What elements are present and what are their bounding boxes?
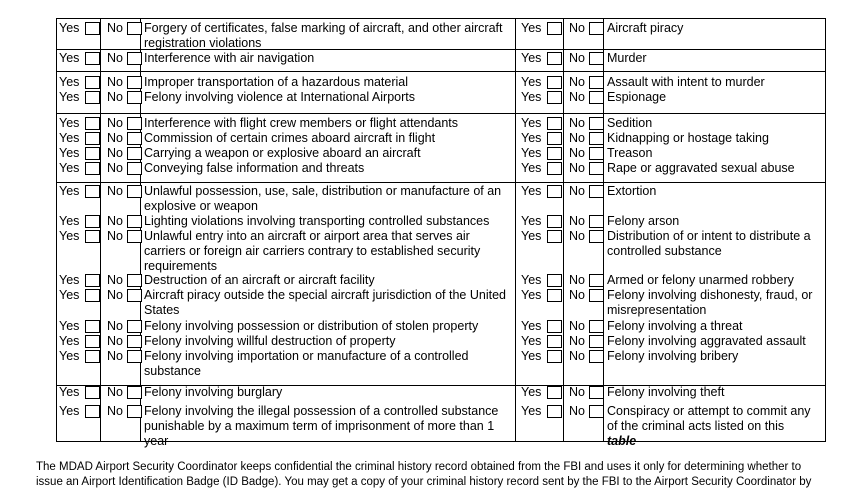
right-no-checkbox-17[interactable]: [589, 405, 604, 418]
left-no-label: No: [107, 404, 123, 418]
right-yes-checkbox-3[interactable]: [547, 91, 562, 104]
left-no-checkbox-0[interactable]: [127, 22, 142, 35]
left-no-checkbox-6[interactable]: [127, 147, 142, 160]
right-no-label: No: [569, 214, 585, 228]
left-yes-checkbox-12[interactable]: [85, 289, 100, 302]
left-offense-text: Improper transportation of a hazardous material: [144, 75, 409, 89]
right-yes-label: Yes: [521, 273, 542, 287]
left-yes-label: Yes: [59, 90, 80, 104]
right-yes-checkbox-15[interactable]: [547, 350, 562, 363]
right-no-label: No: [569, 385, 585, 399]
right-yes-checkbox-17[interactable]: [547, 405, 562, 418]
right-yes-checkbox-8[interactable]: [547, 185, 562, 198]
right-no-checkbox-12[interactable]: [589, 289, 604, 302]
left-offense-text: Interference with air navigation: [144, 51, 315, 65]
left-offense-text: Felony involving the illegal possession of a controlled substance punishable by a maximum term of imprisonment of more than 1 year: [144, 404, 499, 448]
right-offense-text: Extortion: [607, 184, 657, 198]
left-no-label: No: [107, 349, 123, 363]
left-offense-text: Destruction of an aircraft or aircraft facility: [144, 273, 375, 287]
right-no-label: No: [569, 75, 585, 89]
left-no-checkbox-12[interactable]: [127, 289, 142, 302]
left-no-checkbox-17[interactable]: [127, 405, 142, 418]
right-yes-label: Yes: [521, 116, 542, 130]
right-no-label: No: [569, 131, 585, 145]
right-yes-label: Yes: [521, 146, 542, 160]
left-offense-text: Carrying a weapon or explosive aboard an aircraft: [144, 146, 421, 160]
right-no-label: No: [569, 229, 585, 243]
table-column-line: [515, 18, 516, 442]
left-yes-checkbox-5[interactable]: [85, 132, 100, 145]
right-offense-text: Felony involving aggravated assault: [607, 334, 806, 348]
right-yes-checkbox-1[interactable]: [547, 52, 562, 65]
right-no-checkbox-16[interactable]: [589, 386, 604, 399]
right-offense-text: Espionage: [607, 90, 667, 104]
left-no-label: No: [107, 51, 123, 65]
right-yes-checkbox-11[interactable]: [547, 274, 562, 287]
left-offense-text: Felony involving importation or manufacture of a controlled substance: [144, 349, 469, 378]
right-no-checkbox-13[interactable]: [589, 320, 604, 333]
left-no-checkbox-2[interactable]: [127, 76, 142, 89]
footer-paragraph: The MDAD Airport Security Coordinator keeps confidential the criminal history record obtained from the FBI and uses it only for determining whether to issue an Airport Identification Badge (ID Badge). You may get a copy of your criminal history record sent by the FBI to the Airport Security Coordinator by: [36, 461, 812, 488]
left-offense-text: Forgery of certificates, false marking of aircraft, and other aircraft registration violations: [144, 21, 503, 50]
right-yes-label: Yes: [521, 75, 542, 89]
right-no-checkbox-6[interactable]: [589, 147, 604, 160]
left-yes-checkbox-17[interactable]: [85, 405, 100, 418]
right-offense-text: Distribution of or intent to distribute a controlled substance: [607, 229, 811, 258]
left-yes-checkbox-0[interactable]: [85, 22, 100, 35]
right-no-checkbox-10[interactable]: [589, 230, 604, 243]
right-yes-checkbox-16[interactable]: [547, 386, 562, 399]
left-no-checkbox-13[interactable]: [127, 320, 142, 333]
left-yes-label: Yes: [59, 229, 80, 243]
right-no-label: No: [569, 404, 585, 418]
right-no-label: No: [569, 51, 585, 65]
right-yes-label: Yes: [521, 334, 542, 348]
right-yes-label: Yes: [521, 90, 542, 104]
right-yes-label: Yes: [521, 288, 542, 302]
left-yes-label: Yes: [59, 131, 80, 145]
right-offense-text: Conspiracy or attempt to commit any of the criminal acts listed on this: [607, 404, 811, 433]
right-no-checkbox-8[interactable]: [589, 185, 604, 198]
right-no-checkbox-2[interactable]: [589, 76, 604, 89]
right-offense-text: Felony involving a threat: [607, 319, 743, 333]
left-no-label: No: [107, 385, 123, 399]
table-row-line: [56, 182, 516, 183]
right-yes-checkbox-5[interactable]: [547, 132, 562, 145]
right-offense-text: Treason: [607, 146, 653, 160]
right-yes-label: Yes: [521, 229, 542, 243]
right-offense-text: Felony arson: [607, 214, 680, 228]
left-yes-checkbox-9[interactable]: [85, 215, 100, 228]
left-yes-label: Yes: [59, 404, 80, 418]
right-no-checkbox-3[interactable]: [589, 91, 604, 104]
right-no-checkbox-7[interactable]: [589, 162, 604, 175]
right-no-checkbox-0[interactable]: [589, 22, 604, 35]
right-no-label: No: [569, 319, 585, 333]
right-yes-checkbox-14[interactable]: [547, 335, 562, 348]
right-yes-checkbox-10[interactable]: [547, 230, 562, 243]
table-row-line: [515, 49, 826, 50]
left-offense-text: Lighting violations involving transporting controlled substances: [144, 214, 490, 228]
left-no-label: No: [107, 184, 123, 198]
left-yes-checkbox-3[interactable]: [85, 91, 100, 104]
right-yes-label: Yes: [521, 349, 542, 363]
left-no-checkbox-10[interactable]: [127, 230, 142, 243]
left-no-checkbox-8[interactable]: [127, 185, 142, 198]
right-offense-text: Felony involving bribery: [607, 349, 739, 363]
right-offense-text: Rape or aggravated sexual abuse: [607, 161, 795, 175]
right-no-checkbox-15[interactable]: [589, 350, 604, 363]
left-yes-label: Yes: [59, 288, 80, 302]
left-no-checkbox-16[interactable]: [127, 386, 142, 399]
right-yes-checkbox-2[interactable]: [547, 76, 562, 89]
right-no-label: No: [569, 21, 585, 35]
left-yes-label: Yes: [59, 349, 80, 363]
left-yes-label: Yes: [59, 116, 80, 130]
left-no-label: No: [107, 161, 123, 175]
right-yes-checkbox-7[interactable]: [547, 162, 562, 175]
right-offense-text: Kidnapping or hostage taking: [607, 131, 769, 145]
right-yes-checkbox-6[interactable]: [547, 147, 562, 160]
left-no-checkbox-3[interactable]: [127, 91, 142, 104]
table-column-line: [100, 18, 101, 442]
right-no-label: No: [569, 161, 585, 175]
left-offense-text: Felony involving violence at International Airports: [144, 90, 415, 104]
left-yes-checkbox-11[interactable]: [85, 274, 100, 287]
left-offense-text: Conveying false information and threats: [144, 161, 365, 175]
right-yes-label: Yes: [521, 319, 542, 333]
left-yes-checkbox-8[interactable]: [85, 185, 100, 198]
left-no-checkbox-7[interactable]: [127, 162, 142, 175]
left-offense-text: Interference with flight crew members or flight attendants: [144, 116, 459, 130]
left-no-label: No: [107, 116, 123, 130]
right-no-label: No: [569, 273, 585, 287]
left-yes-checkbox-1[interactable]: [85, 52, 100, 65]
left-no-checkbox-5[interactable]: [127, 132, 142, 145]
left-yes-checkbox-4[interactable]: [85, 117, 100, 130]
left-yes-label: Yes: [59, 21, 80, 35]
right-offense-text: Murder: [607, 51, 647, 65]
right-no-label: No: [569, 349, 585, 363]
left-offense-text: Commission of certain crimes aboard aircraft in flight: [144, 131, 436, 145]
left-yes-checkbox-6[interactable]: [85, 147, 100, 160]
right-no-checkbox-11[interactable]: [589, 274, 604, 287]
table-column-line: [825, 18, 826, 442]
left-no-label: No: [107, 319, 123, 333]
right-yes-checkbox-13[interactable]: [547, 320, 562, 333]
left-yes-checkbox-2[interactable]: [85, 76, 100, 89]
right-yes-label: Yes: [521, 184, 542, 198]
left-yes-checkbox-16[interactable]: [85, 386, 100, 399]
right-yes-checkbox-9[interactable]: [547, 215, 562, 228]
table-column-line: [563, 18, 564, 442]
left-no-checkbox-15[interactable]: [127, 350, 142, 363]
left-yes-label: Yes: [59, 334, 80, 348]
right-no-label: No: [569, 90, 585, 104]
left-offense-text: Felony involving possession or distribution of stolen property: [144, 319, 479, 333]
left-yes-label: Yes: [59, 273, 80, 287]
right-yes-label: Yes: [521, 385, 542, 399]
left-yes-label: Yes: [59, 75, 80, 89]
table-row-line: [56, 113, 516, 114]
left-yes-checkbox-7[interactable]: [85, 162, 100, 175]
right-no-label: No: [569, 288, 585, 302]
left-no-checkbox-14[interactable]: [127, 335, 142, 348]
right-yes-checkbox-0[interactable]: [547, 22, 562, 35]
left-offense-text: Unlawful entry into an aircraft or airport area that serves air carriers or foreign air carriers contrary to established security requirements: [144, 229, 481, 273]
right-yes-label: Yes: [521, 51, 542, 65]
left-yes-checkbox-10[interactable]: [85, 230, 100, 243]
left-yes-label: Yes: [59, 319, 80, 333]
left-yes-checkbox-14[interactable]: [85, 335, 100, 348]
right-offense-text: Aircraft piracy: [607, 21, 684, 35]
right-offense-text: Armed or felony unarmed robbery: [607, 273, 794, 287]
left-no-label: No: [107, 273, 123, 287]
right-offense-text: Felony involving theft: [607, 385, 725, 399]
table-row-line: [56, 71, 516, 72]
right-yes-label: Yes: [521, 21, 542, 35]
left-no-label: No: [107, 90, 123, 104]
right-offense-text: Assault with intent to murder: [607, 75, 765, 89]
left-no-checkbox-4[interactable]: [127, 117, 142, 130]
table-row-line: [515, 113, 826, 114]
right-yes-label: Yes: [521, 214, 542, 228]
left-offense-text: Felony involving willful destruction of property: [144, 334, 396, 348]
right-offense-text: Felony involving dishonesty, fraud, or misrepresentation: [607, 288, 813, 317]
left-no-label: No: [107, 214, 123, 228]
left-yes-checkbox-15[interactable]: [85, 350, 100, 363]
left-yes-label: Yes: [59, 385, 80, 399]
right-yes-checkbox-4[interactable]: [547, 117, 562, 130]
left-no-checkbox-1[interactable]: [127, 52, 142, 65]
right-offense-text: Sedition: [607, 116, 653, 130]
left-offense-text: Unlawful possession, use, sale, distribution or manufacture of an explosive or weapon: [144, 184, 502, 213]
left-yes-label: Yes: [59, 161, 80, 175]
right-no-checkbox-5[interactable]: [589, 132, 604, 145]
left-yes-label: Yes: [59, 51, 80, 65]
left-no-label: No: [107, 334, 123, 348]
left-no-label: No: [107, 21, 123, 35]
left-no-checkbox-9[interactable]: [127, 215, 142, 228]
right-yes-checkbox-12[interactable]: [547, 289, 562, 302]
right-no-checkbox-14[interactable]: [589, 335, 604, 348]
table-column-line: [56, 18, 57, 442]
left-yes-label: Yes: [59, 214, 80, 228]
left-offense-text: Felony involving burglary: [144, 385, 283, 399]
left-no-label: No: [107, 288, 123, 302]
right-no-checkbox-4[interactable]: [589, 117, 604, 130]
right-no-checkbox-9[interactable]: [589, 215, 604, 228]
right-yes-label: Yes: [521, 161, 542, 175]
left-yes-checkbox-13[interactable]: [85, 320, 100, 333]
left-offense-text: Aircraft piracy outside the special aircraft jurisdiction of the United States: [144, 288, 506, 317]
left-no-label: No: [107, 229, 123, 243]
left-no-label: No: [107, 131, 123, 145]
left-no-label: No: [107, 146, 123, 160]
left-yes-label: Yes: [59, 184, 80, 198]
right-no-label: No: [569, 184, 585, 198]
right-yes-label: Yes: [521, 404, 542, 418]
right-no-label: No: [569, 116, 585, 130]
right-no-label: No: [569, 334, 585, 348]
right-yes-label: Yes: [521, 131, 542, 145]
table-emphasis-word: table: [607, 434, 637, 448]
table-row-line: [515, 71, 826, 72]
right-no-checkbox-1[interactable]: [589, 52, 604, 65]
left-yes-label: Yes: [59, 146, 80, 160]
table-row-line: [515, 182, 826, 183]
right-no-label: No: [569, 146, 585, 160]
left-no-checkbox-11[interactable]: [127, 274, 142, 287]
table-row-line: [56, 18, 826, 19]
left-no-label: No: [107, 75, 123, 89]
